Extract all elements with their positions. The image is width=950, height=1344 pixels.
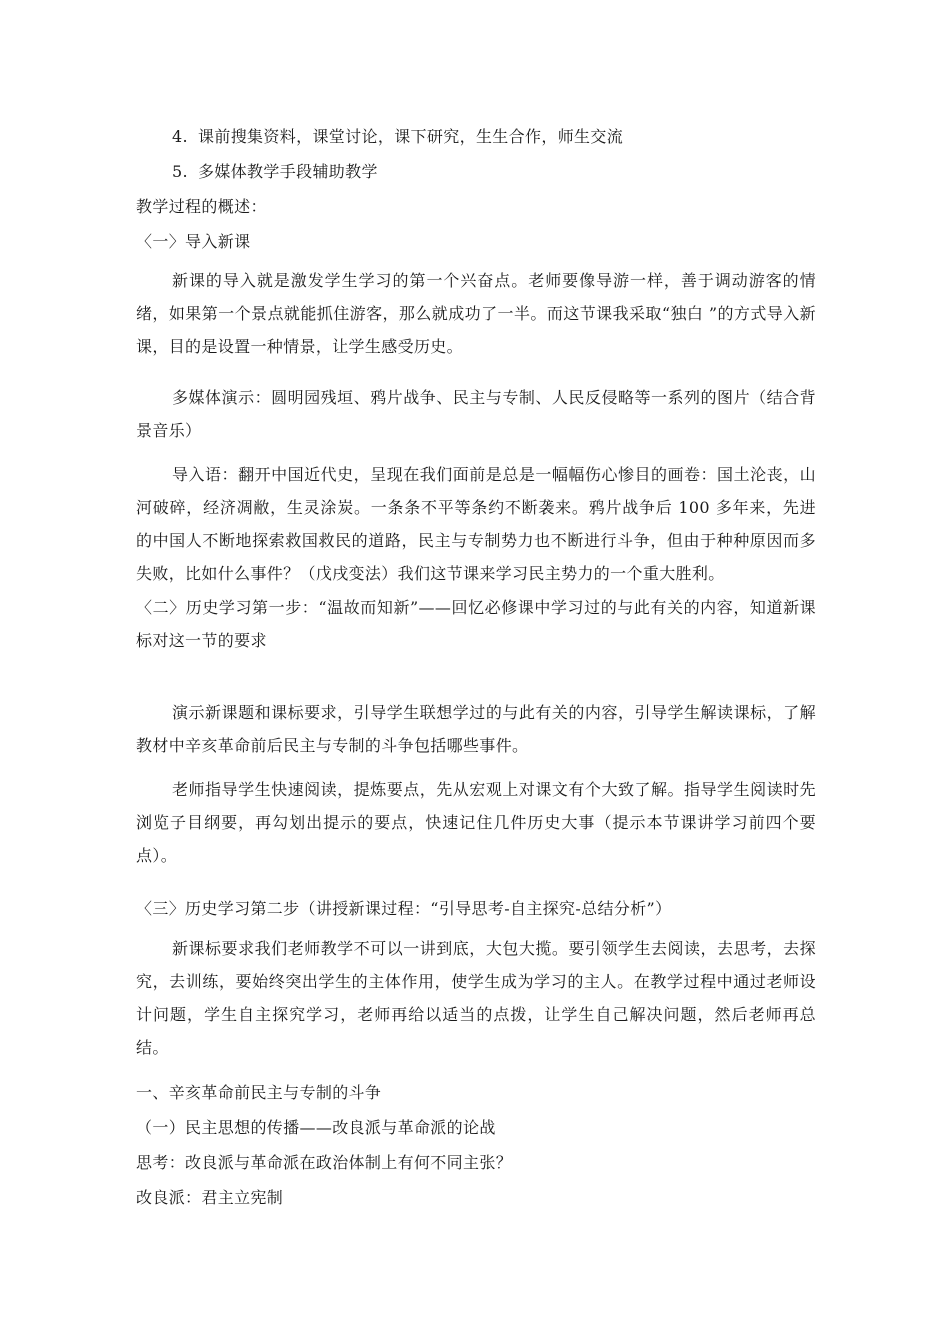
list-number: 5. [172, 162, 188, 181]
list-text: 课前搜集资料，课堂讨论，课下研究，生生合作，师生交流 [198, 127, 624, 146]
list-number: 4. [172, 127, 188, 146]
paragraph-teaching-method: 新课标要求我们老师教学不可以一讲到底，大包大揽。要引领学生去阅读，去思考，去探究，去训练，要始终突出学生的主体作用，使学生成为学习的主人。在教学过程中通过老师设计问题，学生自主探究学习，老师再给以适当的点拨，让学生自己解决问题，然后老师再总结。 [136, 939, 816, 1057]
paragraph-curriculum-demo: 演示新课题和课标要求，引导学生联想学过的与此有关的内容，引导学生解读课标，了解教材中辛亥革命前后民主与专制的斗争包括哪些事件。 [136, 703, 816, 755]
list-item-4 [172, 127, 623, 147]
answer-reformist: 改良派：君主立宪制 [136, 1188, 284, 1207]
subsection-title: （一）民主思想的传播——改良派与革命派的论战 [136, 1118, 496, 1137]
section-heading-step1: 〈二〉历史学习第一步：“温故而知新”——回忆必修课中学习过的与此有关的内容，知道新课标对这一节的要求 [136, 598, 816, 650]
list-item-5 [172, 162, 378, 182]
paragraph-multimedia-demo: 多媒体演示：圆明园残垣、鸦片战争、民主与专制、人民反侵略等一系列的图片（结合背景音乐） [136, 388, 816, 440]
paragraph-intro-purpose: 新课的导入就是激发学生学习的第一个兴奋点。老师要像导游一样，善于调动游客的情绪，如果第一个景点就能抓住游客，那么就成功了一半。而这节课我采取“独白 ”的方式导入新课，目的是设置一种情景，让学生感受历史。 [136, 271, 816, 356]
paragraph-fast-reading: 老师指导学生快速阅读，提炼要点，先从宏观上对课文有个大致了解。指导学生阅读时先浏览子目纲要，再勾划出提示的要点，快速记住几件历史大事（提示本节课讲学习前四个要点）。 [136, 780, 816, 865]
question-text: 思考：改良派与革命派在政治体制上有何不同主张？ [136, 1153, 513, 1172]
list-text: 多媒体教学手段辅助教学 [198, 162, 378, 181]
section-heading-intro: 〈一〉导入新课 [136, 232, 251, 251]
paragraph-intro-speech: 导入语：翻开中国近代史，呈现在我们面前是总是一幅幅伤心惨目的画卷：国土沦丧，山河破碎，经济凋敝，生灵涂炭。一条条不平等条约不断袭来。鸦片战争后 100 多年来，先进的中国人不断地探索救国救民的道路，民主与专制势力也不断进行斗争，但由于种种原因而多失败，比如什么事件？（戊戌变法）我们这节课来学习民主势力的一个重大胜利。 [136, 465, 816, 583]
part-title-1: 一、辛亥革命前民主与专制的斗争 [136, 1083, 382, 1102]
overview-title: 教学过程的概述： [136, 197, 267, 216]
section-heading-step2: 〈三〉历史学习第二步（讲授新课过程：“引导思考-自主探究-总结分析”） [136, 899, 672, 918]
